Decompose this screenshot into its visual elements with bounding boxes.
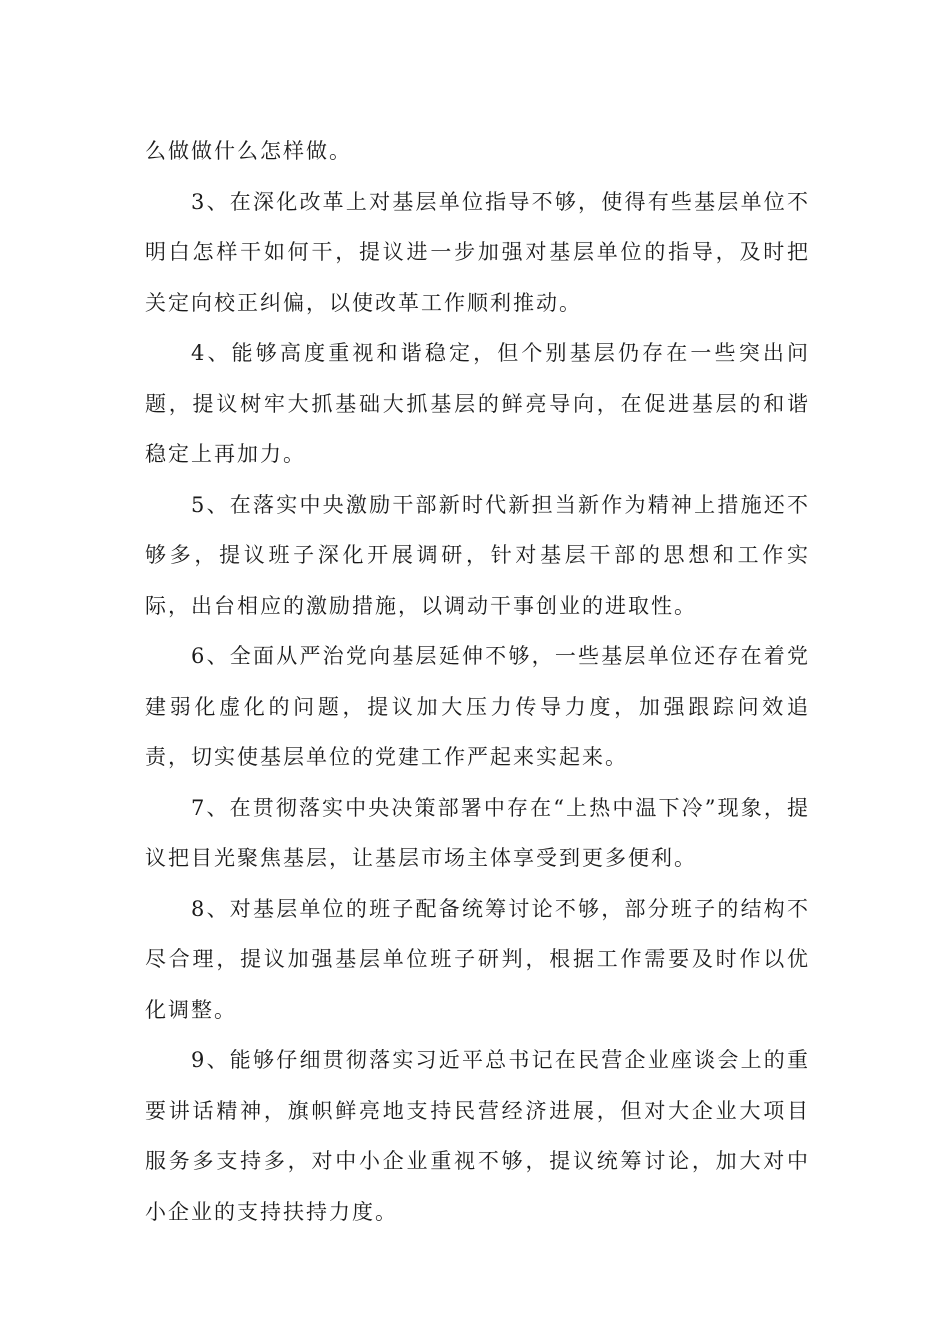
paragraph-item-6: 6、全面从严治党向基层延伸不够，一些基层单位还存在着党建弱化虚化的问题，提议加大压力传导力度，加强跟踪问效追责，切实使基层单位的党建工作严起来实起来。 [145,644,810,769]
paragraph-item-5: 5、在落实中央激励干部新时代新担当新作为精神上措施还不够多，提议班子深化开展调研，针对基层干部的思想和工作实际，出台相应的激励措施，以调动干事创业的进取性。 [145,492,810,618]
paragraph-continuation: 么做做什么怎样做。 [145,139,352,163]
paragraph-item-3: 3、在深化改革上对基层单位指导不够，使得有些基层单位不明白怎样干如何干，提议进一步加强对基层单位的指导，及时把关定向校正纠偏，以使改革工作顺利推动。 [145,189,810,315]
paragraph-item-9: 9、能够仔细贯彻落实习近平总书记在民营企业座谈会上的重要讲话精神，旗帜鲜亮地支持民营经济进展，但对大企业大项目服务多支持多，对中小企业重视不够，提议统筹讨论，加大对中小企业的支持扶持力度。 [145,1048,810,1224]
paragraph-item-4: 4、能够高度重视和谐稳定，但个别基层仍存在一些突出问题，提议树牢大抓基础大抓基层的鲜亮导向，在促进基层的和谐稳定上再加力。 [145,341,810,466]
paragraph-item-7: 7、在贯彻落实中央决策部署中存在“上热中温下冷”现象，提议把目光聚焦基层，让基层市场主体享受到更多便利。 [145,795,810,870]
document-body [145,126,810,1237]
paragraph-item-8: 8、对基层单位的班子配备统筹讨论不够，部分班子的结构不尽合理，提议加强基层单位班子研判，根据工作需要及时作以优化调整。 [145,896,810,1022]
